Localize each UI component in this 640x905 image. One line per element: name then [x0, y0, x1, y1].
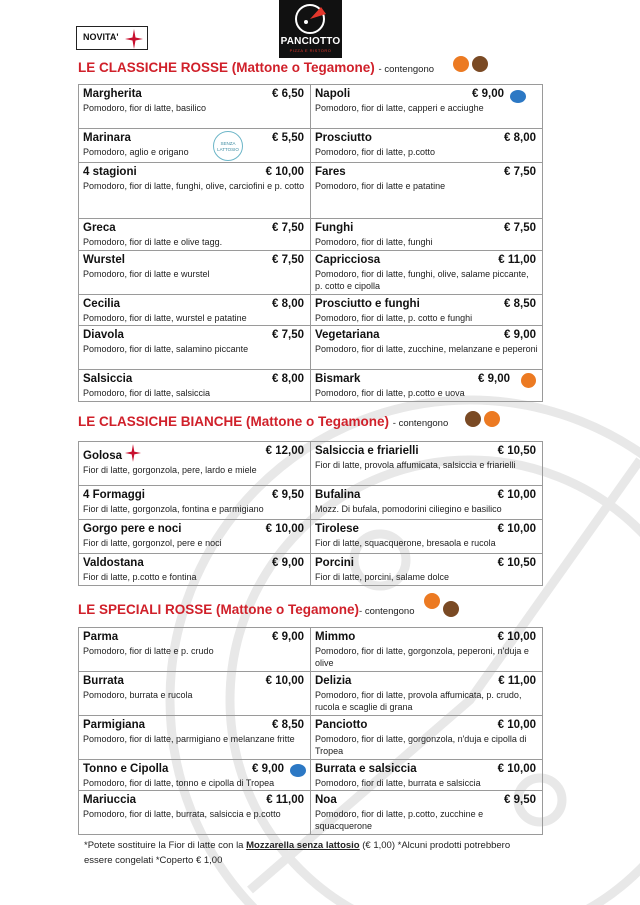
- menu-item: Tirolese € 10,00 Fior di latte, squacquerone, bresaola e rucola: [311, 520, 543, 554]
- footer-notes: *Potete sostituire la Fior di latte con la Mozzarella senza lattosio (€ 1,00) *Alcuni prodotti potrebbero essere congelati *Coperto € 1,00: [84, 840, 511, 866]
- menu-item: Margherita € 6,50 Pomodoro, fior di latte, basilico: [79, 85, 311, 129]
- menu-item: Gorgo pere e noci € 10,00 Fior di latte, gorgonzol, pere e noci: [79, 520, 311, 554]
- menu-item: Vegetariana € 9,00 Pomodoro, fior di latte, zucchine, melanzane e peperoni: [311, 326, 543, 370]
- menu-item: Golosa € 12,00 Fior di latte, gorgonzola, pere, lardo e miele: [79, 442, 311, 486]
- allergen-brown-icon: [465, 411, 481, 427]
- new-badge-label: NOVITA': [83, 32, 119, 42]
- menu-item: Napoli € 9,00 Pomodoro, fior di latte, capperi e acciughe: [311, 85, 543, 129]
- menu-item: Burrata € 10,00 Pomodoro, burrata e rucola: [79, 672, 311, 716]
- menu-item: Funghi € 7,50 Pomodoro, fior di latte, funghi: [311, 219, 543, 251]
- pizza-logo-icon: [279, 0, 342, 36]
- menu-item: Parma € 9,00 Pomodoro, fior di latte e p. crudo: [79, 628, 311, 672]
- menu-item: Prosciutto € 8,00 Pomodoro, fior di latte, p.cotto: [311, 129, 543, 163]
- menu-item: Cecilia € 8,00 Pomodoro, fior di latte, wurstel e patatine: [79, 295, 311, 326]
- menu-item: Burrata e salsiccia € 10,00 Pomodoro, fior di latte, burrata e salsiccia: [311, 760, 543, 791]
- menu-item: 4 Formaggi € 9,50 Fior di latte, gorgonzola, fontina e parmigiano: [79, 486, 311, 520]
- restaurant-logo: [279, 0, 342, 58]
- star-icon: [125, 444, 141, 462]
- allergen-icons: [453, 56, 488, 72]
- allergen-icons: [465, 411, 500, 427]
- new-badge: [76, 26, 148, 50]
- menu-item: 4 stagioni € 10,00 Pomodoro, fior di latte, funghi, olive, carciofini e p. cotto: [79, 163, 311, 219]
- fish-allergen-icon: [510, 90, 526, 103]
- menu-item: Mimmo € 10,00 Pomodoro, fior di latte, gorgonzola, peperoni, n'duja e olive: [311, 628, 543, 672]
- menu-item: Bufalina € 10,00 Mozz. Di bufala, pomodorini ciliegino e basilico: [311, 486, 543, 520]
- menu-item: Greca € 7,50 Pomodoro, fior di latte e olive tagg.: [79, 219, 311, 251]
- allergen-orange-icon: [484, 411, 500, 427]
- menu-item: Panciotto € 10,00 Pomodoro, fior di latte, gorgonzola, n'duja e cipolla di Tropea: [311, 716, 543, 760]
- section-title-classiche-bianche: LE CLASSICHE BIANCHE (Mattone o Tegamone) - contengono: [78, 414, 449, 429]
- menu-table-speciali-rosse: [78, 627, 543, 835]
- menu-item: Capricciosa € 11,00 Pomodoro, fior di latte, funghi, olive, salame piccante, p. cotto e cipolla: [311, 251, 543, 295]
- flower-allergen-icon: [521, 373, 536, 388]
- menu-item: Bismark € 9,00 Pomodoro, fior di latte, p.cotto e uova: [311, 370, 543, 402]
- allergen-orange-icon: [453, 56, 469, 72]
- menu-item: Mariuccia € 11,00 Pomodoro, fior di latte, burrata, salsiccia e p.cotto: [79, 791, 311, 835]
- menu-table-classiche-rosse: [78, 84, 543, 402]
- menu-item: Valdostana € 9,00 Fior di latte, p.cotto e fontina: [79, 554, 311, 586]
- fish-allergen-icon: [290, 764, 306, 777]
- star-icon: [125, 29, 143, 49]
- menu-item: Salsiccia e friarielli € 10,50 Fior di latte, provola affumicata, salsiccia e friarielli: [311, 442, 543, 486]
- menu-item: Delizia € 11,00 Pomodoro, fior di latte, provola affumicata, p. crudo, rucola e scaglie di grana: [311, 672, 543, 716]
- allergen-icons: [424, 593, 459, 617]
- menu-item: Salsiccia € 8,00 Pomodoro, fior di latte, salsiccia: [79, 370, 311, 402]
- lactose-free-badge: SENZA LATTOSIO: [213, 131, 243, 161]
- allergen-orange-icon: [424, 593, 440, 609]
- section-title-speciali-rosse: LE SPECIALI ROSSE (Mattone o Tegamone)- contengono: [78, 602, 415, 617]
- menu-item: Tonno e Cipolla € 9,00 Pomodoro, fior di latte, tonno e cipolla di Tropea: [79, 760, 311, 791]
- allergen-brown-icon: [472, 56, 488, 72]
- menu-item: Fares € 7,50 Pomodoro, fior di latte e patatine: [311, 163, 543, 219]
- menu-item: Prosciutto e funghi € 8,50 Pomodoro, fior di latte, p. cotto e funghi: [311, 295, 543, 326]
- menu-item: Marinara € 5,50 SENZA LATTOSIO Pomodoro, aglio e origano: [79, 129, 311, 163]
- menu-item: Parmigiana € 8,50 Pomodoro, fior di latte, parmigiano e melanzane fritte: [79, 716, 311, 760]
- allergen-brown-icon: [443, 601, 459, 617]
- logo-name: PANCIOTTO: [280, 36, 341, 47]
- menu-table-classiche-bianche: [78, 441, 543, 586]
- logo-subtitle: PIZZA E RISTORO: [289, 48, 332, 53]
- menu-item: Wurstel € 7,50 Pomodoro, fior di latte e wurstel: [79, 251, 311, 295]
- menu-item: Porcini € 10,50 Fior di latte, porcini, salame dolce: [311, 554, 543, 586]
- menu-item: Noa € 9,50 Pomodoro, fior di latte, p.cotto, zucchine e squacquerone: [311, 791, 543, 835]
- menu-item: Diavola € 7,50 Pomodoro, fior di latte, salamino piccante: [79, 326, 311, 370]
- section-title-classiche-rosse: LE CLASSICHE ROSSE (Mattone o Tegamone) - contengono: [78, 60, 435, 75]
